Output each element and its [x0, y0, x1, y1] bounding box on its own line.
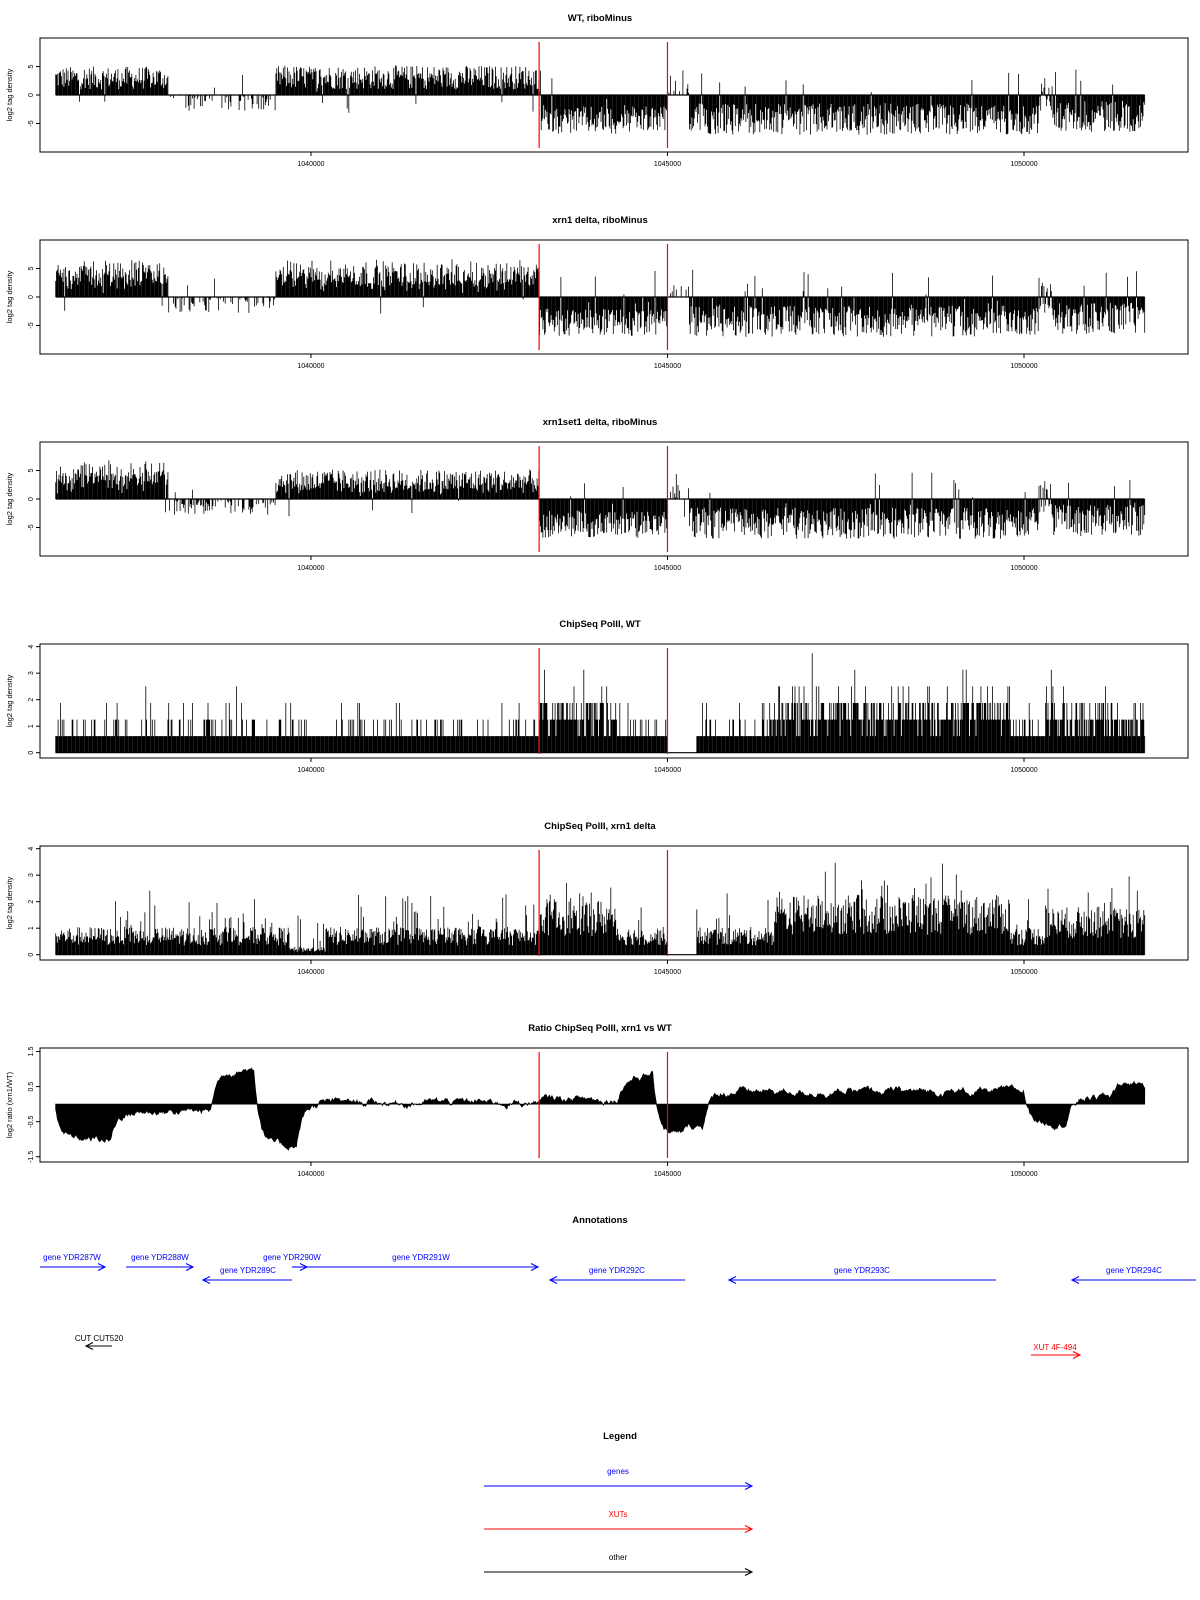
y-tick-label: 1.5: [28, 1046, 35, 1057]
track-panel-4: [5, 619, 1188, 774]
panel-title: Ratio ChipSeq PolII, xrn1 vs WT: [528, 1023, 672, 1034]
y-tick-label: -1.5: [28, 1150, 35, 1163]
track-panel-5: [5, 821, 1188, 976]
y-tick-label: 0: [28, 295, 35, 299]
annotations-title: Annotations: [572, 1215, 628, 1226]
x-tick-label: 1050000: [1010, 969, 1038, 976]
y-tick-label: 3: [28, 671, 35, 676]
annotations-panel: [40, 1215, 1196, 1359]
density-bars-series: [56, 259, 1145, 336]
y-tick-label: -5: [28, 322, 35, 329]
annotation-gene: [126, 1253, 193, 1271]
feature-label: gene YDR288W: [131, 1253, 189, 1262]
y-tick-label: 4: [28, 644, 35, 649]
y-tick-label: 1: [28, 724, 35, 729]
density-bars-series: [56, 863, 1145, 955]
legend-item: [484, 1467, 752, 1490]
feature-label: XUT 4F-494: [1033, 1343, 1077, 1352]
y-tick-label: 3: [28, 873, 35, 878]
y-tick-label: 0: [28, 497, 35, 501]
y-axis-label: log2 tag density: [5, 68, 14, 122]
annotation-gene: [729, 1266, 996, 1284]
y-tick-label: 2: [28, 697, 35, 702]
x-tick-label: 1040000: [297, 969, 325, 976]
y-tick-label: 5: [28, 64, 35, 69]
x-tick-label: 1040000: [297, 767, 325, 774]
panel-title: ChipSeq PolII, xrn1 delta: [544, 821, 656, 832]
x-tick-label: 1040000: [297, 363, 325, 370]
annotation-gene: [305, 1253, 538, 1271]
feature-label: gene YDR290W: [263, 1253, 321, 1262]
annotation-other: [75, 1334, 124, 1350]
y-tick-label: 0: [28, 750, 35, 755]
y-axis-label: log2 tag density: [5, 270, 14, 324]
y-tick-label: -5: [28, 524, 35, 531]
plot-frame: [40, 1048, 1188, 1162]
x-tick-label: 1050000: [1010, 161, 1038, 168]
x-tick-label: 1045000: [653, 1171, 682, 1178]
annotation-gene: [1072, 1266, 1196, 1284]
y-tick-label: 0: [28, 93, 35, 97]
density-bars-series: [56, 66, 1145, 135]
panel-title: xrn1 delta, riboMinus: [552, 215, 648, 226]
y-tick-label: 0: [28, 952, 35, 957]
y-tick-label: 0.5: [28, 1081, 35, 1092]
x-tick-label: 1050000: [1010, 1171, 1038, 1178]
feature-label: gene YDR293C: [834, 1266, 890, 1275]
y-tick-label: -0.5: [28, 1115, 35, 1128]
track-panel-6: [5, 1023, 1188, 1178]
x-tick-label: 1045000: [653, 363, 682, 370]
annotation-gene: [40, 1253, 105, 1271]
x-tick-label: 1050000: [1010, 363, 1038, 370]
x-tick-label: 1045000: [653, 161, 682, 168]
x-tick-label: 1040000: [297, 565, 325, 572]
x-tick-label: 1045000: [653, 767, 682, 774]
panel-title: xrn1set1 delta, riboMinus: [542, 417, 658, 428]
legend-title: Legend: [603, 1431, 637, 1442]
y-tick-label: 1: [28, 926, 35, 931]
legend-label: other: [608, 1553, 628, 1562]
feature-label: gene YDR289C: [220, 1266, 276, 1275]
x-tick-label: 1045000: [653, 565, 682, 572]
legend: [484, 1431, 752, 1576]
y-tick-label: 5: [28, 266, 35, 271]
y-axis-label: log2 tag density: [5, 876, 14, 930]
feature-label: gene YDR287W: [43, 1253, 101, 1262]
y-axis-label: log2 ratio (xrn1/WT): [5, 1071, 14, 1139]
y-tick-label: 4: [28, 846, 35, 851]
track-panel-1: [5, 13, 1188, 168]
track-panel-2: [5, 215, 1188, 370]
y-axis-label: log2 tag density: [5, 674, 14, 728]
feature-label: CUT CUT520: [74, 1334, 124, 1343]
feature-label: gene YDR291W: [392, 1253, 450, 1262]
x-tick-label: 1050000: [1010, 767, 1038, 774]
panel-title: ChipSeq PolII, WT: [559, 619, 641, 630]
x-tick-label: 1045000: [653, 969, 682, 976]
density-bars-series: [56, 653, 1145, 752]
panel-title: WT, riboMinus: [567, 13, 633, 24]
legend-label: XUTs: [608, 1510, 628, 1519]
legend-label: genes: [607, 1467, 629, 1476]
legend-item: [484, 1553, 752, 1576]
annotation-gene: [203, 1266, 292, 1284]
legend-item: [484, 1510, 752, 1533]
track-panel-3: [5, 417, 1188, 572]
annotation-xut: [1031, 1343, 1080, 1359]
y-tick-label: 5: [28, 468, 35, 473]
x-tick-label: 1040000: [297, 161, 325, 168]
feature-label: gene YDR294C: [1106, 1266, 1162, 1275]
y-tick-label: 2: [28, 899, 35, 904]
feature-label: gene YDR292C: [589, 1266, 645, 1275]
y-tick-label: -5: [28, 120, 35, 127]
y-axis-label: log2 tag density: [5, 472, 14, 526]
annotation-gene: [550, 1266, 685, 1284]
ratio-area-series: [56, 1068, 1145, 1150]
x-tick-label: 1050000: [1010, 565, 1038, 572]
x-tick-label: 1040000: [297, 1171, 325, 1178]
